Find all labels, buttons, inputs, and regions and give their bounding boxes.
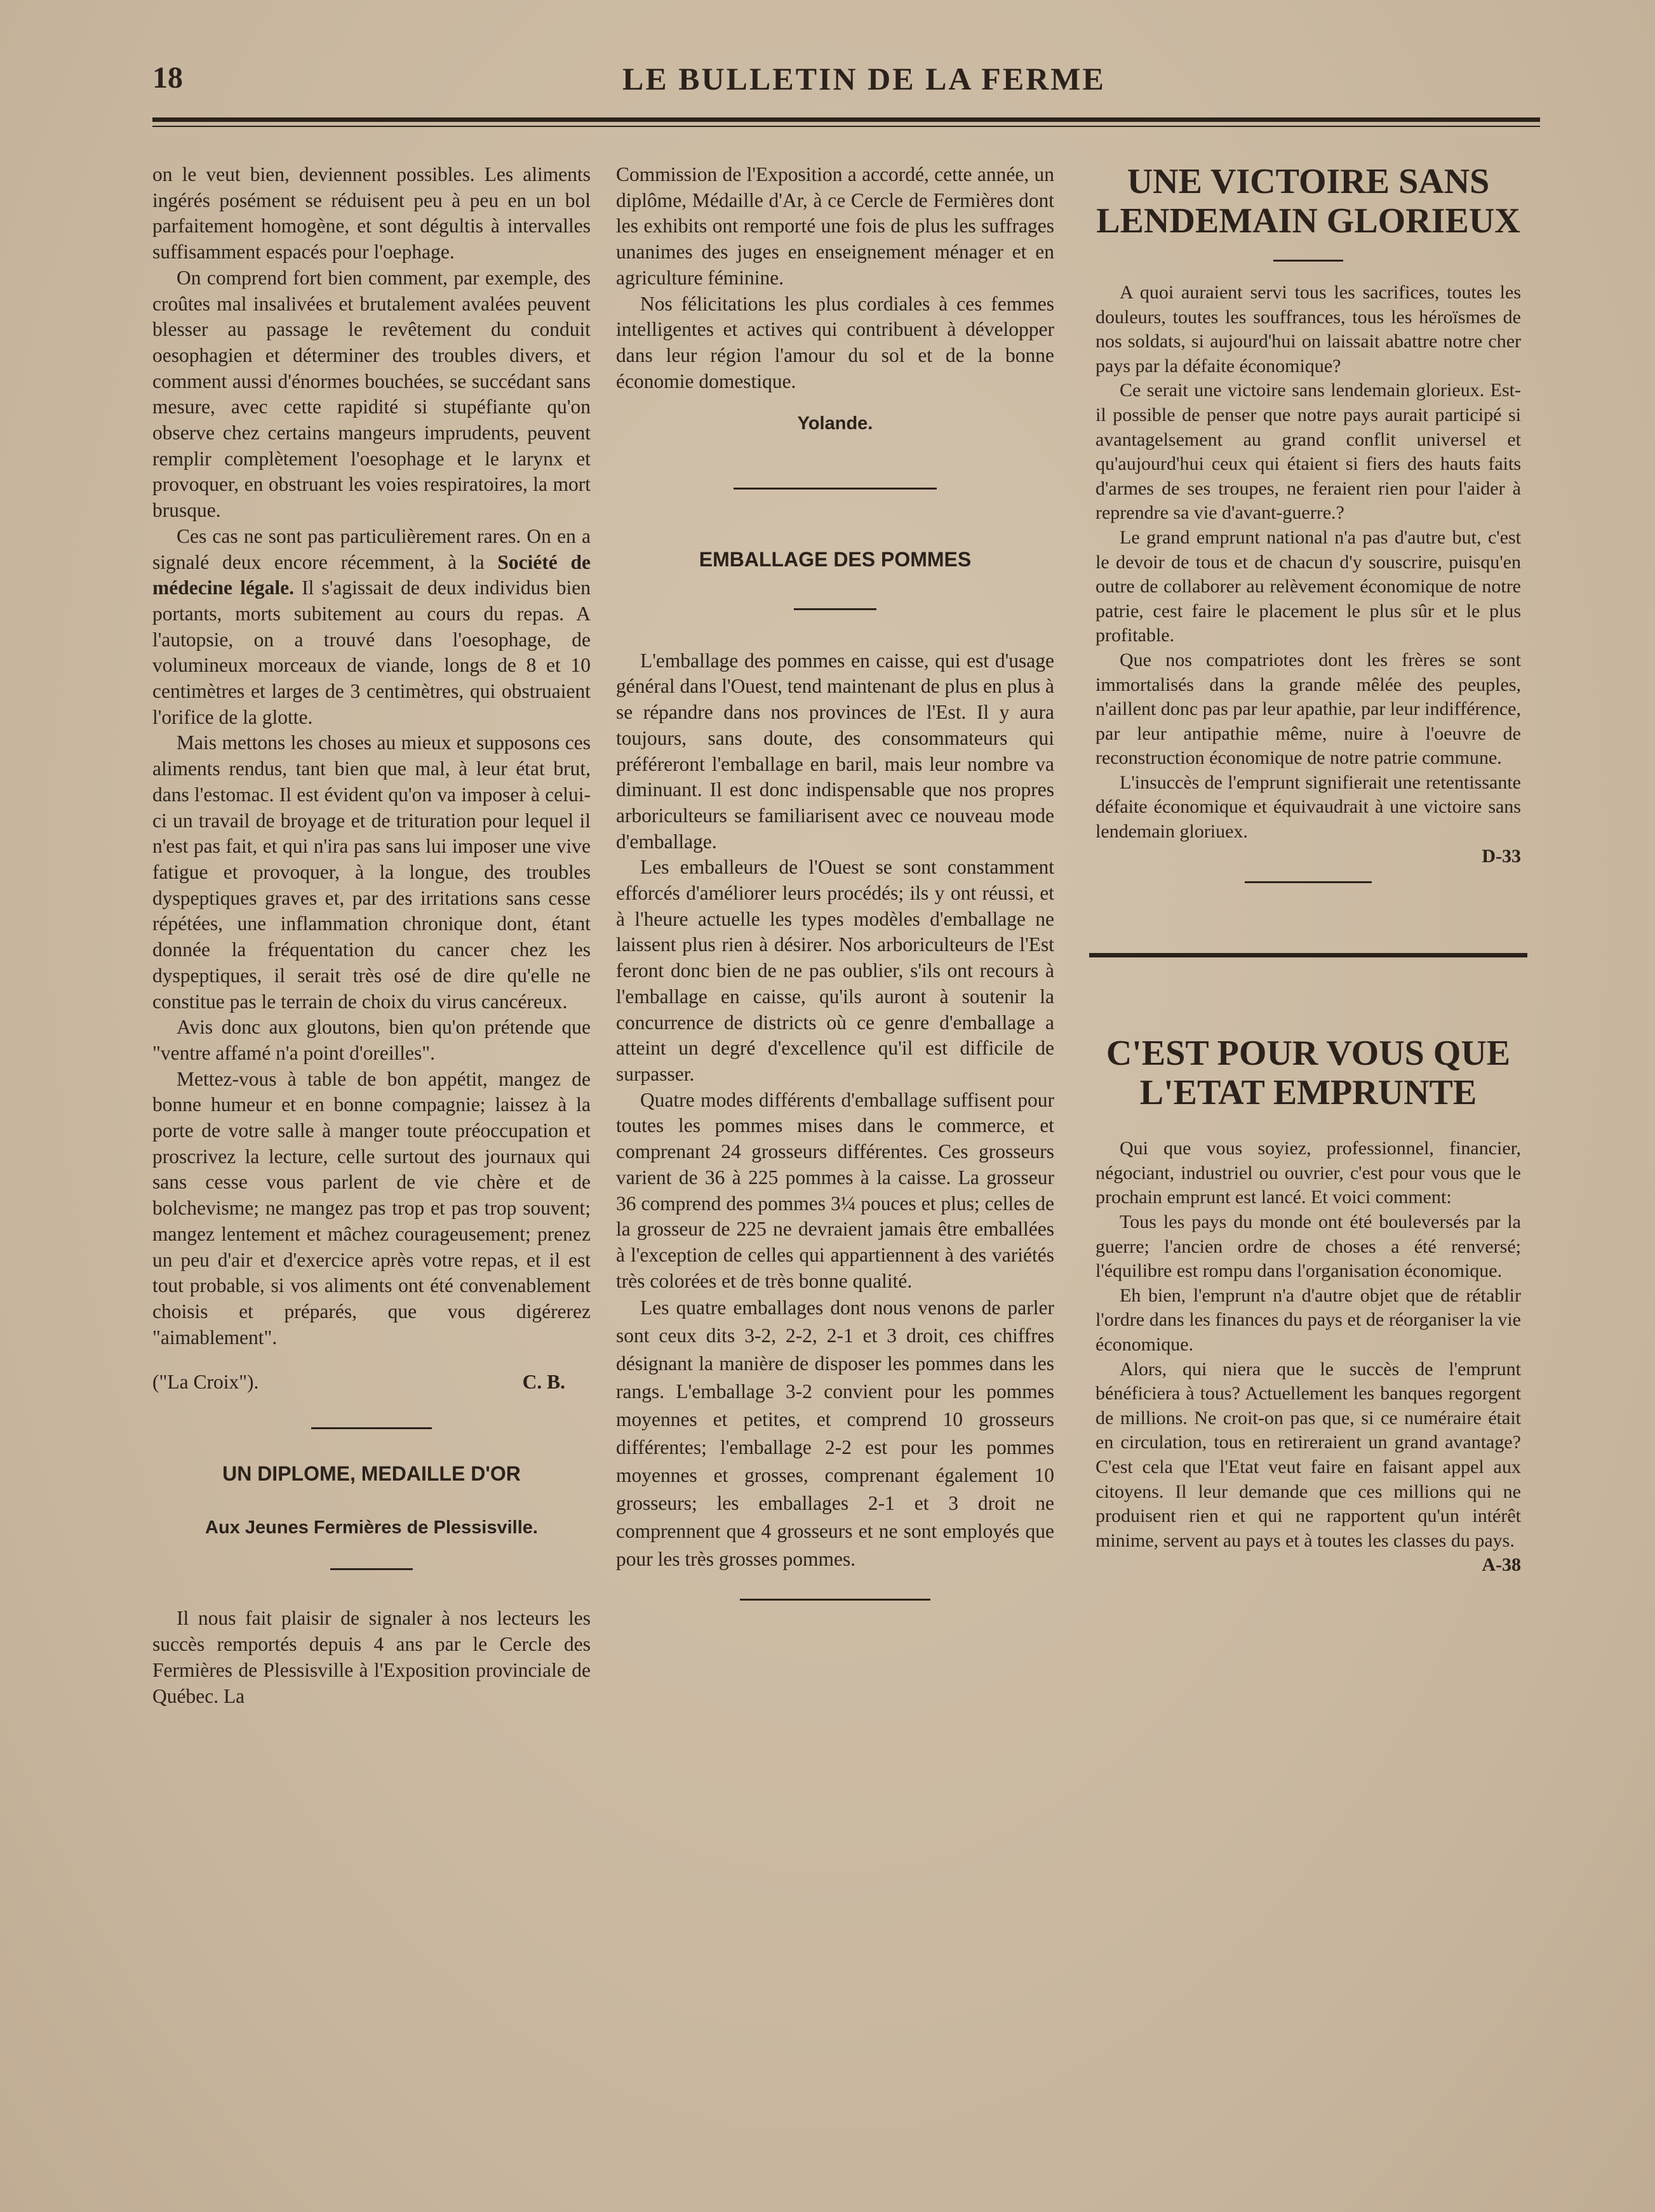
article-paragraph: L'emballage des pommes en caisse, qui est d'usage général dans l'Ouest, tend maintenant de plus en plus à se répandre dans nos provinces de l'Est. Il y aura toujours, sans doute, des consommateurs qui préféreront l'emballage en baril, mais leur nombre va diminuant. Il est donc indispensable que nos propres arboriculteurs se familiarisent avec ce nouveau mode d'emballage.	[616, 649, 1054, 853]
article-paragraph: on le veut bien, deviennent possibles. Les aliments ingérés posément se réduisent peu à peu en un bol parfaitement homogène, et sont dégultis à intervalles suffisamment espacés pour l'oephage.	[152, 163, 591, 263]
column-2	[616, 162, 1054, 1601]
header-rule-thin	[152, 126, 1540, 127]
article-paragraph: Nos félicitations les plus cordiales à ces femmes intelligentes et actives qui contribuent à développer dans leur région l'amour du sol et de la bonne économie domestique.	[616, 292, 1054, 392]
article-paragraph: Les quatre emballages dont nous venons de parler sont ceux dits 3-2, 2-2, 2-1 et 3 droit, ces chiffres désignant la manière de disposer les pommes dans les rangs. L'emballage 3-2 convient pour les pommes moyennes et petites, et comprend 10 grosseurs différentes; l'emballage 2-2 est pour les pommes moyennes et grosses, comprenant également 10 grosseurs; les emballages 2-1 et 3 droit ne comprennent que 4 grosseurs et ne sont employés que pour les très grosses pommes.	[616, 1296, 1054, 1571]
section-subtitle: Aux Jeunes Fermières de Plessisville.	[205, 1517, 538, 1538]
society-name: Société de médecine légale.	[152, 550, 591, 599]
article-paragraph: Alors, qui niera que le succès de l'emprunt bénéficiera à tous? Actuellement les banques regorgent de millions. Ne croit-on pas que, si ce numéraire était en circulation, tous en retireraient un grand avantage? C'est cela que l'Etat veut faire en faisant appel aux citoyens. Il leur demande que ces millions qui ne produisent rien et qui ne rapportent qu'un intérêt minime, servent au pays et à toutes les classes du pays.	[1096, 1358, 1521, 1551]
article-paragraph: Commission de l'Exposition a accordé, cette année, un diplôme, Médaille d'Ar, à ce Cercle de Fermières dont les exhibits ont remporté une fois de plus les suffrages unanimes des juges en enseignement ménager et en agriculture féminine.	[616, 163, 1054, 289]
article-paragraph: Les emballeurs de l'Ouest se sont constamment efforcés d'améliorer leurs procédés; ils y ont réussi, et à l'heure actuelle les types modèles d'emballage ne laissent plus rien à désirer. Nos arboriculteurs de l'Est feront donc bien de ne pas oublier, s'ils ont recours à l'emballage en caisse, qu'ils auront à soutenir la concurrence de districts où ce genre d'emballage a atteint un degré d'excellence qu'il est difficile de surpasser.	[616, 856, 1054, 1085]
article-paragraph: Qui que vous soyiez, professionnel, financier, négociant, industriel ou ouvrier, c'est pour vous que le prochain emprunt est lancé. Et voici comment:	[1096, 1138, 1521, 1208]
section-divider	[740, 1599, 930, 1601]
column-1	[152, 162, 591, 1709]
author-signature: C. B.	[522, 1371, 565, 1394]
source-citation: ("La Croix").	[152, 1371, 259, 1394]
article-paragraph: Quatre modes différents d'emballage suffisent pour toutes les pommes mises dans le commerce, et comprenant 24 grosseurs différentes. Ces grosseurs varient de 36 à 225 pommes à la caisse. La grosseur 36 comprend des pommes 3¼ pouces et plus; celles de la grosseur de 225 ne devraient jamais être emballées à l'exception de celles qui appartiennent à des variétés très colorées et de très bonne qualité.	[616, 1088, 1054, 1292]
paragraph-rest: Il s'agissait de deux individus bien portants, morts subitement au cours du repas. A l'autopsie, on a trouvé dans l'oesophage, de volumineux morceaux de viande, longs de 8 et 10 centimètres et larges de 3 centimètres, qui obstruaient l'orifice de la glotte.	[152, 576, 591, 728]
paragraph-start: Ces cas ne sont pas particulièrement rares. On en a signalé deux encore récemment, à la	[152, 524, 591, 573]
article-paragraph: Mais mettons les choses au mieux et supposons ces aliments rendus, tant bien que mal, à leur état brut, dans l'estomac. Il est évident qu'on va imposer à celui-ci un travail de broyage et de trituration pour lequel il n'est pas fait, et qui n'ira pas sans lui imposer une vive fatigue et provoquer, à la longue, des troubles dyspeptiques graves et, par des irritations sans cesse répétées, une inflammation chronique dont, étant donnée la fréquentation du cancer chez les dyspeptiques, il serait très osé de dire qu'elle ne constitue pas le terrain de choix du virus cancéreux.	[152, 731, 591, 1013]
article-paragraph: On comprend fort bien comment, par exemple, des croûtes mal insalivées et brutalement avalées peuvent blesser au passage le revêtement du conduit oesophagien et déterminer des troubles divers, et comment aussi d'énormes bouchées, se succédant sans mesure, avec cette rapidité si stupéfiante qu'on observe chez certains mangeurs imprudents, peuvent remplir complètement l'oesophage et le larynx et provoquer, en obstruant les voies respiratoires, la mort brusque.	[152, 266, 591, 522]
article-paragraph: A quoi auraient servi tous les sacrifices, toutes les douleurs, toutes les souffrances, tous les héroïsmes de nos soldats, si aujourd'hui on laissait abattre notre cher pays par la défaite économique?	[1096, 282, 1521, 376]
article-paragraph: Il nous fait plaisir de signaler à nos lecteurs les succès remportés depuis 4 ans par le Cercle des Fermières de Plessisville à l'Exposition provinciale de Québec. La	[152, 1607, 591, 1707]
article-paragraph: L'insuccès de l'emprunt signifierait une retentissante défaite économique et équivaudrait à une victoire sans lendemain gloriuex.	[1096, 771, 1521, 843]
journal-title: LE BULLETIN DE LA FERME	[622, 61, 1106, 97]
author-signature: Yolande.	[797, 413, 873, 434]
header-rule	[152, 117, 1540, 122]
article-paragraph: Que nos compatriotes dont les frères se sont immortalisés dans la grande mêlée des peuples, n'aillent donc pas par leur apathie, par leur indifférence, par leur antipathie même, nuire à l'oeuvre de reconstruction économique de notre patrie commune.	[1096, 649, 1521, 769]
article-paragraph	[152, 524, 591, 731]
column-rule	[1089, 953, 1527, 957]
article-paragraph: Ce serait une victoire sans lendemain glorieux. Est-il possible de penser que notre pays aurait participé si avantagelsement au grand conflit universel et qu'aujourd'hui ceux qui étaient si fiers des hauts faits d'armes de ses troupes, ne feraient rien pour l'aider à reprendre sa vie d'avant-guerre.?	[1096, 380, 1521, 524]
article-paragraph: Tous les pays du monde ont été bouleversés par la guerre; l'ancien ordre de choses a été renversé; l'équilibre est rompu dans l'organisation économique.	[1096, 1211, 1521, 1282]
article-paragraph: Eh bien, l'emprunt n'a d'autre objet que de rétablir l'ordre dans les finances du pays et de réorganiser la vie économique.	[1096, 1284, 1521, 1355]
column-3	[1096, 162, 1521, 1578]
article-paragraph: Mettez-vous à table de bon appétit, mangez de bonne humeur et en bonne compagnie; laissez à la porte de votre salle à manger toute préoccupation et proscrivez la lecture, celle surtout des journaux qui sans cesse vous parlent de vie chère et de bolchevisme; ne mangez pas trop et pas trop souvent; mangez lentement et mâchez courageusement; prenez un peu d'air et d'exercice après votre repas, et il est tout probable, si vos aliments ont été convenablement choisis et préparés, que vous digérerez "aimablement".	[152, 1067, 591, 1349]
article-code: D-33	[1482, 845, 1521, 867]
section-title: UN DIPLOME, MEDAILLE D'OR	[222, 1462, 521, 1486]
section-title: EMBALLAGE DES POMMES	[699, 548, 972, 571]
article-code: A-38	[1482, 1554, 1521, 1576]
article-title: UNE VICTOIRE SANS LENDEMAIN GLORIEUX	[1096, 162, 1520, 241]
article-paragraph: Le grand emprunt national n'a pas d'autre but, c'est le devoir de tous et de chacun d'y souscrire, puisqu'en outre de collaborer au relèvement économique de notre patrie, cest faire le placement le plus sûr et le plus profitable.	[1096, 526, 1521, 646]
page-number: 18	[152, 61, 183, 95]
source-signature-row	[152, 1369, 591, 1396]
page-header	[152, 60, 1537, 111]
article-title: C'EST POUR VOUS QUE L'ETAT EMPRUNTE	[1106, 1034, 1511, 1113]
article-paragraph: Avis donc aux gloutons, bien qu'on prétende que "ventre affamé n'a point d'oreilles".	[152, 1016, 591, 1064]
